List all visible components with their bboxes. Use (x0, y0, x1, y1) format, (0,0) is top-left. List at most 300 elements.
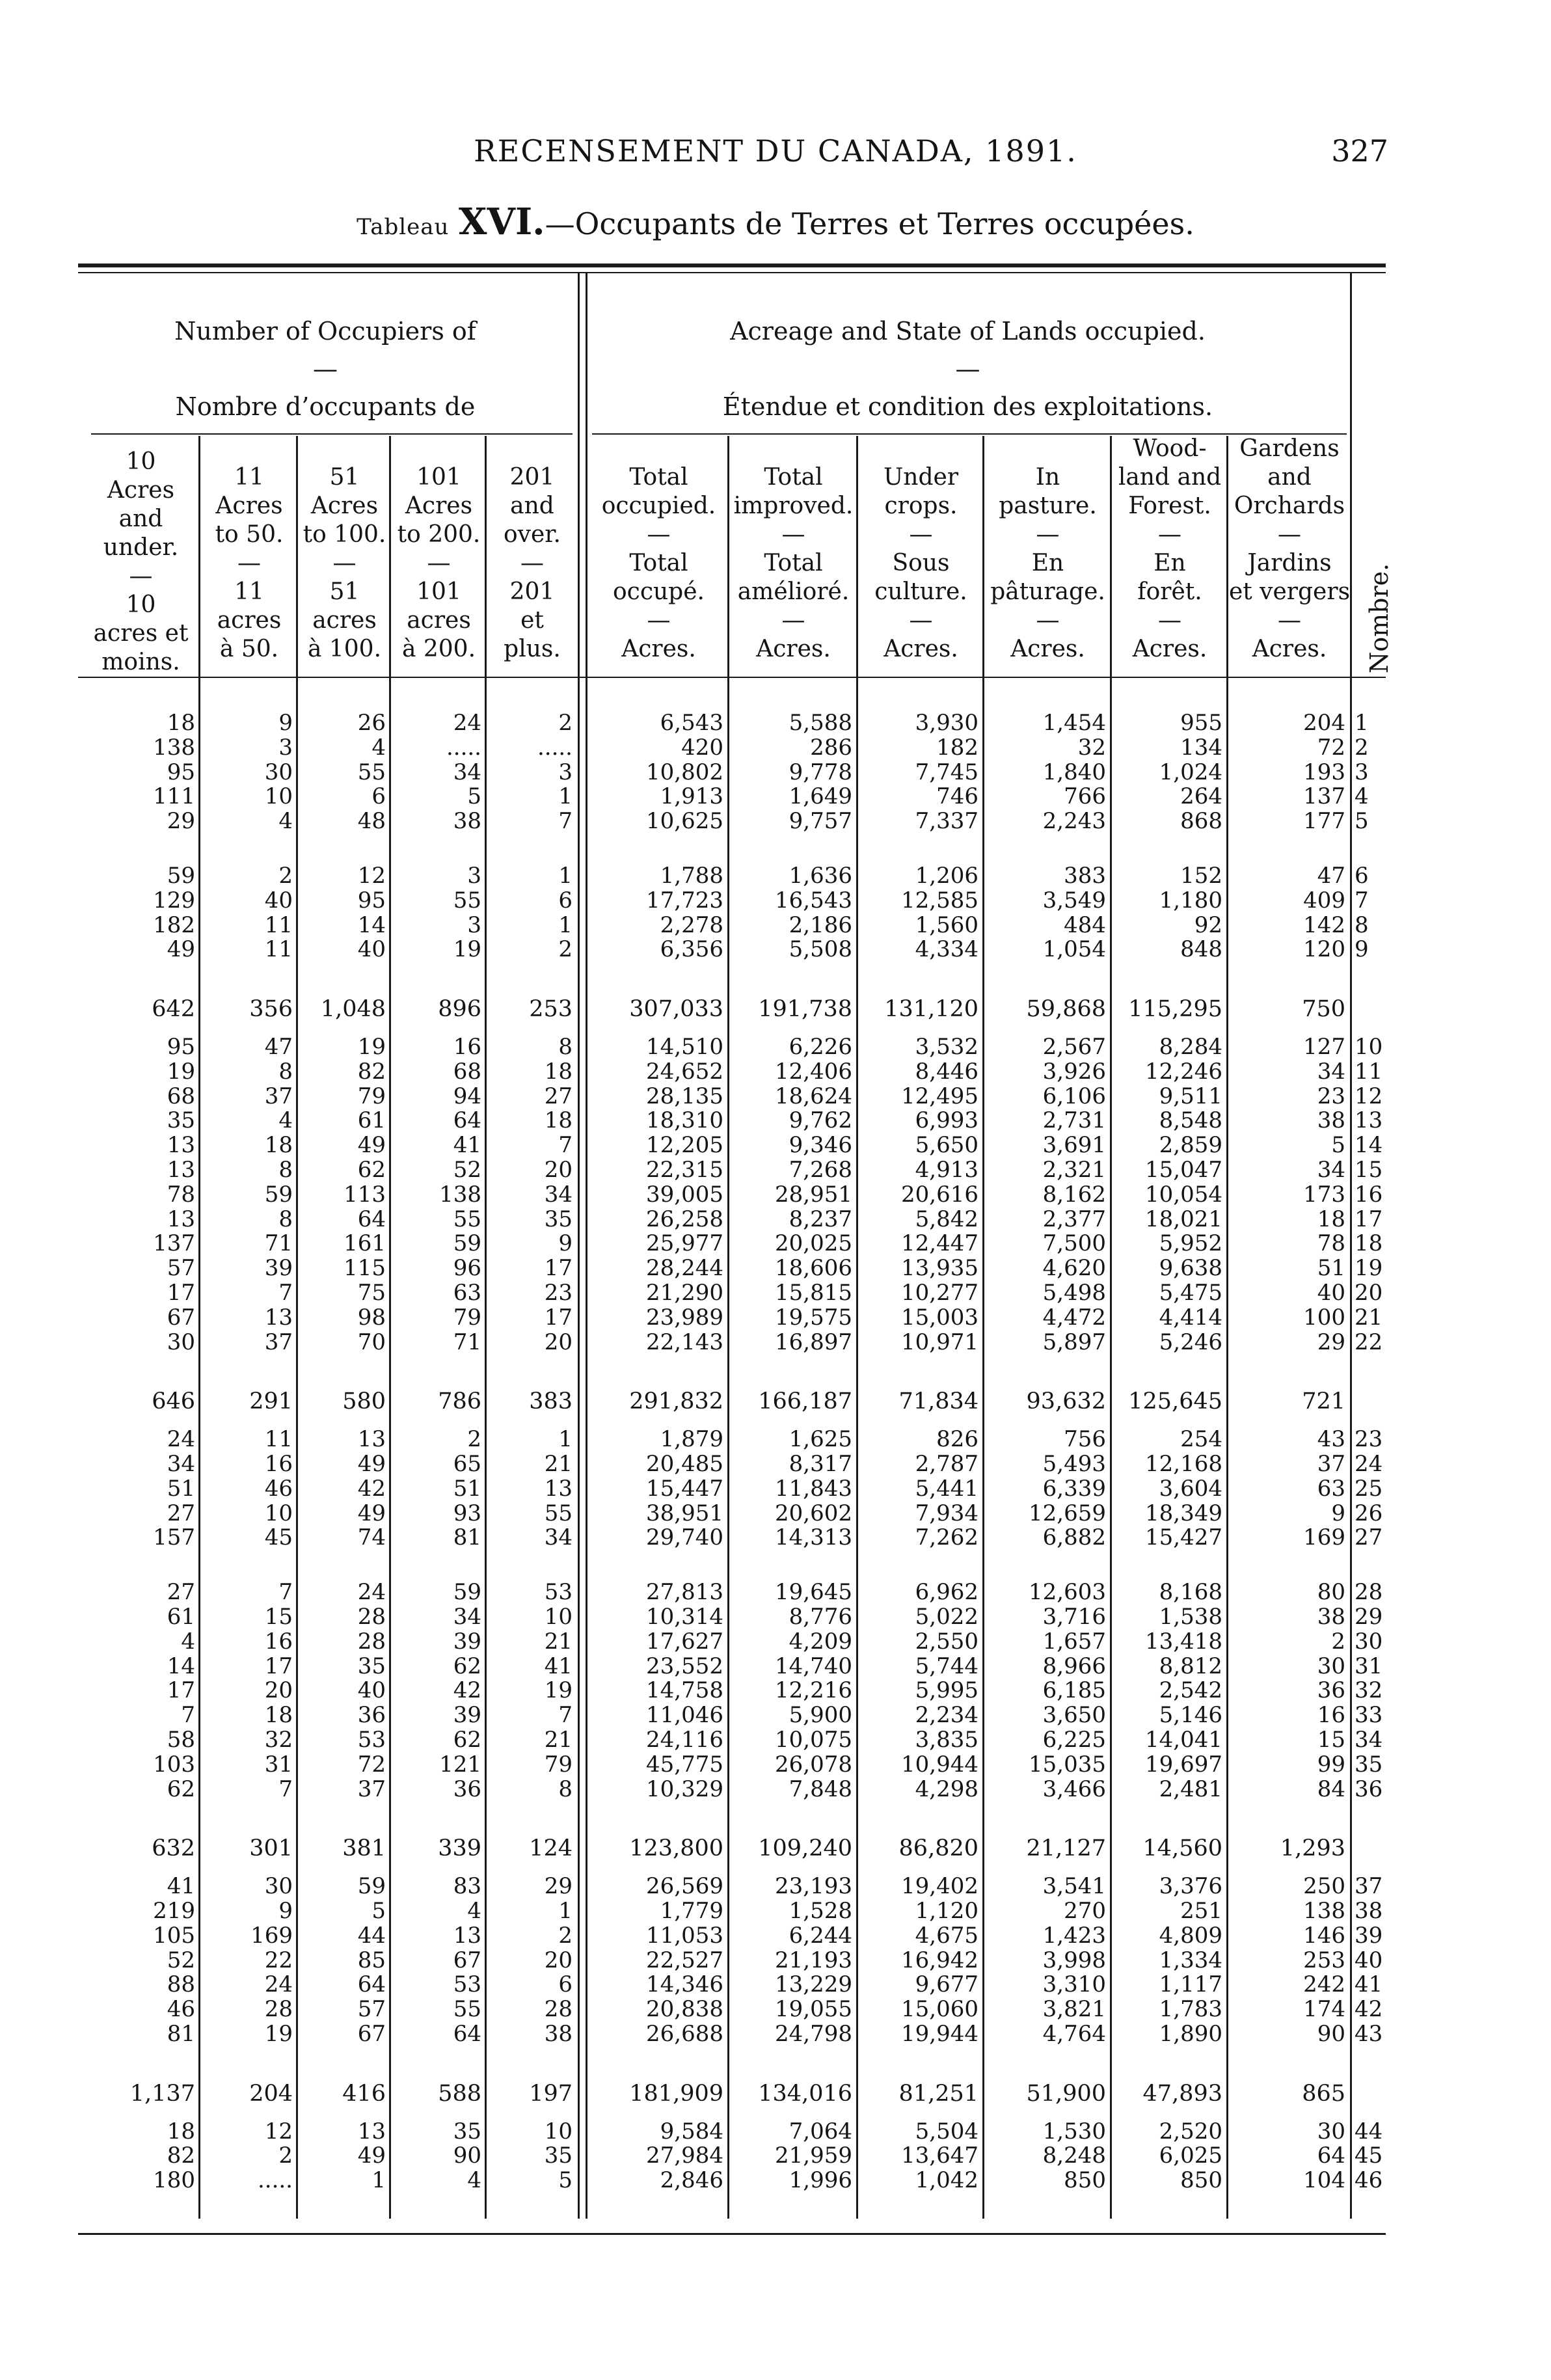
table-cell: 13 (453, 1922, 481, 1949)
table-cell: 4,414 (1159, 1304, 1222, 1331)
table-cell: 21 (544, 1451, 573, 1477)
table-cell: 9 (278, 1898, 293, 1924)
table-cell: 22,527 (646, 1947, 723, 1973)
table-cell: 12,585 (901, 887, 978, 913)
table-cell: 2,787 (915, 1451, 978, 1477)
table-cell: 79 (544, 1751, 573, 1778)
column-header-line: to 200. (397, 521, 481, 548)
group-acreage-dash: — (955, 355, 980, 383)
table-cell: 7,500 (1042, 1230, 1106, 1257)
table-cell: 29 (1317, 1329, 1345, 1355)
total-cell: 1,293 (1280, 1835, 1345, 1862)
total-cell: 721 (1302, 1388, 1345, 1415)
table-cell: 4 (467, 1898, 481, 1924)
table-cell: 15,815 (775, 1280, 852, 1306)
table-cell: 18,624 (775, 1083, 852, 1109)
table-cell: 3,541 (1042, 1873, 1106, 1900)
table-cell: 7,064 (789, 2118, 852, 2144)
table-cell: 57 (167, 1255, 195, 1282)
column-header-line: Acres. (621, 636, 696, 662)
row-number: 32 (1355, 1677, 1383, 1704)
table-cell: 1,423 (1042, 1922, 1106, 1949)
column-header-line: culture. (874, 578, 967, 605)
table-cell: 34 (453, 759, 481, 785)
total-cell: 1,137 (129, 2080, 195, 2107)
column-header-line: — (781, 521, 805, 548)
table-cell: 85 (357, 1947, 386, 1973)
table-cell: 18 (167, 2118, 195, 2144)
table-cell: 7 (278, 1776, 293, 1802)
table-cell: 19,645 (775, 1579, 852, 1606)
column-header-line: — (1278, 607, 1301, 634)
total-cell: 86,820 (898, 1835, 978, 1862)
table-cell: 67 (357, 2021, 386, 2047)
table-cell: 3,998 (1042, 1947, 1106, 1973)
column-header-line: — (1278, 521, 1301, 548)
table-cell: 113 (344, 1181, 386, 1208)
table-cell: 8 (278, 1206, 293, 1232)
table-cell: 9,346 (789, 1132, 852, 1159)
column-header-line: En (1153, 550, 1186, 576)
column-header-line: Acres (107, 477, 175, 504)
column-header-line: acres (217, 607, 282, 634)
table-cell: 3,466 (1042, 1776, 1106, 1802)
table-cell: 95 (167, 759, 195, 785)
table-cell: 93 (453, 1500, 481, 1526)
table-cell: 264 (1180, 783, 1222, 810)
table-cell: 28 (357, 1628, 386, 1655)
table-cell: 24 (453, 710, 481, 736)
table-cell: 49 (357, 1451, 386, 1477)
table-cell: 21 (544, 1628, 573, 1655)
row-number: 3 (1355, 759, 1369, 785)
row-number: 10 (1355, 1034, 1383, 1060)
table-cell: 746 (936, 783, 978, 810)
column-header-line: Forest. (1128, 493, 1211, 519)
total-cell: 339 (438, 1835, 481, 1862)
table-cell: 5,441 (915, 1475, 978, 1502)
table-cell: 8,446 (915, 1058, 978, 1085)
total-cell: 253 (529, 996, 573, 1023)
table-cell: 7 (558, 1702, 573, 1729)
row-number: 41 (1355, 1971, 1383, 1998)
table-cell: 1,560 (915, 912, 978, 938)
table-cell: 45 (264, 1524, 293, 1551)
table-cell: 1,879 (660, 1426, 723, 1453)
row-number: 4 (1355, 783, 1369, 810)
table-cell: 46 (264, 1475, 293, 1502)
table-cell: 1,206 (915, 863, 978, 889)
row-number: 36 (1355, 1776, 1383, 1802)
table-cell: 23 (1317, 1083, 1345, 1109)
table-cell: 23 (544, 1280, 573, 1306)
table-cell: 2,377 (1042, 1206, 1106, 1232)
table-cell: 1,454 (1042, 710, 1106, 736)
table-cell: 4 (181, 1628, 195, 1655)
total-cell: 896 (438, 996, 481, 1023)
total-cell: 1,048 (320, 996, 386, 1023)
row-number: 18 (1355, 1230, 1383, 1257)
table-cell: 7,337 (915, 808, 978, 835)
table-cell: 1,024 (1159, 759, 1222, 785)
table-cell: 64 (453, 2021, 481, 2047)
table-cell: 6,993 (915, 1107, 978, 1134)
table-cell: 1,788 (660, 863, 723, 889)
table-cell: 35 (544, 1206, 573, 1232)
table-cell: 40 (1317, 1280, 1345, 1306)
table-cell: 15 (1317, 1727, 1345, 1753)
table-cell: 420 (681, 734, 723, 761)
table-cell: 2,550 (915, 1628, 978, 1655)
row-number: 20 (1355, 1280, 1383, 1306)
table-cell: 40 (357, 936, 386, 963)
table-cell: 94 (453, 1083, 481, 1109)
table-cell: 182 (153, 912, 195, 938)
column-header-line: forêt. (1137, 578, 1202, 605)
row-number: 12 (1355, 1083, 1383, 1109)
table-cell: 1,913 (660, 783, 723, 810)
table-cell: 57 (357, 1996, 386, 2023)
table-cell: 81 (453, 1524, 481, 1551)
group-occupiers-en: Number of Occupiers of (174, 317, 476, 345)
table-cell: 14,313 (775, 1524, 852, 1551)
table-cell: 62 (167, 1776, 195, 1802)
table-cell: 15,447 (646, 1475, 723, 1502)
table-cell: 84 (1317, 1776, 1345, 1802)
row-number: 2 (1355, 734, 1369, 761)
table-cell: 174 (1303, 1996, 1345, 2023)
column-header-line: Total (629, 464, 688, 491)
table-cell: 20,616 (901, 1181, 978, 1208)
table-cell: 8,548 (1159, 1107, 1222, 1134)
table-cell: 49 (357, 1500, 386, 1526)
row-number: 11 (1355, 1058, 1383, 1085)
total-cell: 59,868 (1026, 996, 1106, 1023)
row-number: 38 (1355, 1898, 1383, 1924)
table-cell: 5,493 (1042, 1451, 1106, 1477)
table-cell: 27 (167, 1500, 195, 1526)
table-cell: 30 (264, 1873, 293, 1900)
row-number: 24 (1355, 1451, 1383, 1477)
table-cell: 10,075 (775, 1727, 852, 1753)
table-cell: 11,046 (646, 1702, 723, 1729)
table-cell: 34 (1317, 1058, 1345, 1085)
table-cell: 19 (453, 936, 481, 963)
table-cell: 15,003 (901, 1304, 978, 1331)
row-number: 23 (1355, 1426, 1383, 1453)
table-cell: 18 (544, 1107, 573, 1134)
column-header-line: à 50. (219, 636, 279, 662)
table-cell: 20 (264, 1677, 293, 1704)
row-number: 28 (1355, 1579, 1383, 1606)
table-cell: 2,731 (1042, 1107, 1106, 1134)
table-cell: 16,942 (901, 1947, 978, 1973)
table-cell: 137 (153, 1230, 195, 1257)
total-cell: 632 (152, 1835, 195, 1862)
table-cell: 5 (1331, 1132, 1345, 1159)
column-header-line: over. (503, 521, 561, 548)
total-cell: 47,893 (1142, 2080, 1222, 2107)
total-cell: 81,251 (898, 2080, 978, 2107)
table-cell: 13 (357, 1426, 386, 1453)
column-header-line: Under (883, 464, 959, 491)
column-header-line: In (1035, 464, 1060, 491)
table-cell: 59 (453, 1230, 481, 1257)
total-cell: 14,560 (1142, 1835, 1222, 1862)
table-cell: 1 (371, 2167, 386, 2194)
column-header-line: — (237, 550, 261, 576)
column-header-line: et (520, 607, 544, 634)
table-cell: 2,567 (1042, 1034, 1106, 1060)
table-cell: 9 (558, 1230, 573, 1257)
table-cell: 5,952 (1159, 1230, 1222, 1257)
total-cell: 166,187 (758, 1388, 852, 1415)
column-header-line: and (1267, 464, 1312, 491)
table-cell: 95 (167, 1034, 195, 1060)
table-cell: 10,625 (646, 808, 723, 835)
table-cell: 63 (1317, 1475, 1345, 1502)
table-cell: 5,475 (1159, 1280, 1222, 1306)
column-header-line: et vergers (1228, 578, 1351, 605)
row-number: 16 (1355, 1181, 1383, 1208)
table-cell: 20,838 (646, 1996, 723, 2023)
table-cell: 2 (278, 2143, 293, 2169)
table-cell: 484 (1064, 912, 1106, 938)
table-cell: 12,246 (1145, 1058, 1222, 1085)
table-cell: 52 (453, 1157, 481, 1183)
table-cell: 12,495 (901, 1083, 978, 1109)
row-number: 7 (1355, 887, 1369, 913)
column-header-line: Wood- (1133, 435, 1207, 462)
column-header-line: under. (103, 534, 179, 561)
table-cell: 18,310 (646, 1107, 723, 1134)
table-cell: 9,757 (789, 808, 852, 835)
column-header-line: land and (1118, 464, 1222, 491)
table-cell: 65 (453, 1451, 481, 1477)
table-cell: 21,193 (775, 1947, 852, 1973)
table-cell: 21 (544, 1727, 573, 1753)
column-header-line: Jardins (1247, 550, 1332, 576)
table-cell: 5 (371, 1898, 386, 1924)
table-cell: 2,520 (1159, 2118, 1222, 2144)
table-cell: 12 (264, 2118, 293, 2144)
row-number: 37 (1355, 1873, 1383, 1900)
table-cell: 5,897 (1042, 1329, 1106, 1355)
column-header-line: Sous (892, 550, 950, 576)
column-header-line: 101 (416, 464, 461, 491)
table-cell: 11 (264, 936, 293, 963)
column-header-line: 11 (234, 464, 264, 491)
total-cell: 642 (152, 996, 195, 1023)
table-cell: 27 (167, 1579, 195, 1606)
table-cell: 4,209 (789, 1628, 852, 1655)
row-number: 39 (1355, 1922, 1383, 1949)
table-cell: 142 (1303, 912, 1345, 938)
table-cell: 4 (278, 808, 293, 835)
table-cell: 3,926 (1042, 1058, 1106, 1085)
total-cell: 786 (438, 1388, 481, 1415)
table-cell: 1,117 (1159, 1971, 1222, 1998)
total-cell: 291,832 (629, 1388, 723, 1415)
table-cell: 41 (453, 1132, 481, 1159)
table-cell: 1,042 (915, 2167, 978, 2194)
table-cell: 3 (278, 734, 293, 761)
table-cell: 8 (278, 1157, 293, 1183)
column-header-line: amélioré. (737, 578, 850, 605)
table-cell: 59 (264, 1181, 293, 1208)
column-header-line: Total (764, 464, 823, 491)
table-cell: 2,278 (660, 912, 723, 938)
table-cell: 10,054 (1145, 1181, 1222, 1208)
table-cell: 64 (357, 1971, 386, 1998)
table-cell: 6 (371, 783, 386, 810)
table-cell: 10,971 (901, 1329, 978, 1355)
table-cell: 3,376 (1159, 1873, 1222, 1900)
table-cell: 100 (1303, 1304, 1345, 1331)
table-cell: 2 (1331, 1628, 1345, 1655)
table-cell: 29 (167, 808, 195, 835)
table-cell: 10 (264, 1500, 293, 1526)
table-cell: 62 (357, 1157, 386, 1183)
table-cell: 39,005 (646, 1181, 723, 1208)
row-number: 34 (1355, 1727, 1383, 1753)
table-cell: 64 (1317, 2143, 1345, 2169)
total-cell: 301 (249, 1835, 293, 1862)
table-cell: 219 (153, 1898, 195, 1924)
table-cell: 14,758 (646, 1677, 723, 1704)
table-cell: 14 (167, 1653, 195, 1679)
table-cell: 111 (153, 783, 195, 810)
table-cell: 4,675 (915, 1922, 978, 1949)
table-cell: 18 (264, 1702, 293, 1729)
table-cell: 7,745 (915, 759, 978, 785)
row-number: 45 (1355, 2143, 1383, 2169)
table-cell: 9,778 (789, 759, 852, 785)
row-number: 43 (1355, 2021, 1383, 2047)
table-cell: 4,472 (1042, 1304, 1106, 1331)
table-cell: 30 (264, 759, 293, 785)
table-cell: 20 (544, 1947, 573, 1973)
table-cell: 850 (1180, 2167, 1222, 2194)
column-header-line: Acres. (1010, 636, 1085, 662)
row-number: 30 (1355, 1628, 1383, 1655)
table-cell: 71 (264, 1230, 293, 1257)
total-cell: 197 (529, 2080, 573, 2107)
column-header-line: plus. (504, 636, 561, 662)
total-cell: 580 (342, 1388, 386, 1415)
table-cell: 30 (167, 1329, 195, 1355)
column-header-line: — (781, 607, 805, 634)
table-cell: 1 (558, 1898, 573, 1924)
table-cell: 6,339 (1042, 1475, 1106, 1502)
table-cell: 9,584 (660, 2118, 723, 2144)
table-cell: 12,603 (1029, 1579, 1106, 1606)
table-cell: 29,740 (646, 1524, 723, 1551)
table-cell: 38,951 (646, 1500, 723, 1526)
page-number: 327 (1331, 133, 1388, 169)
table-cell: 161 (344, 1230, 386, 1257)
table-cell: 5 (558, 2167, 573, 2194)
table-cell: 103 (153, 1751, 195, 1778)
table-cell: 98 (357, 1304, 386, 1331)
table-cell: 5,995 (915, 1677, 978, 1704)
table-cell: 24,116 (646, 1727, 723, 1753)
table-cell: 19,575 (775, 1304, 852, 1331)
table-cell: 35 (544, 2143, 573, 2169)
table-cell: 1,120 (915, 1898, 978, 1924)
table-cell: 104 (1303, 2167, 1345, 2194)
table-cell: 6,025 (1159, 2143, 1222, 2169)
table-cell: 16 (1317, 1702, 1345, 1729)
table-cell: 5,744 (915, 1653, 978, 1679)
table-cell: 9,677 (915, 1971, 978, 1998)
table-cell: 24 (167, 1426, 195, 1453)
table-cell: 49 (167, 936, 195, 963)
table-cell: 180 (153, 2167, 195, 2194)
table-cell: 11,053 (646, 1922, 723, 1949)
total-cell: 381 (342, 1835, 386, 1862)
table-cell: 22,315 (646, 1157, 723, 1183)
total-cell: 134,016 (758, 2080, 852, 2107)
table-cell: 37 (357, 1776, 386, 1802)
total-cell: 71,834 (898, 1388, 978, 1415)
table-cell: 62 (453, 1653, 481, 1679)
column-header-line: En (1031, 550, 1064, 576)
column-header-line: Acres (310, 493, 379, 519)
table-cell: 21,290 (646, 1280, 723, 1306)
table-cell: 67 (453, 1947, 481, 1973)
table-cell: 19,055 (775, 1996, 852, 2023)
table-cell: 13 (167, 1206, 195, 1232)
table-cell: 242 (1303, 1971, 1345, 1998)
table-cell: 3,532 (915, 1034, 978, 1060)
table-cell: 4,809 (1159, 1922, 1222, 1949)
table-cell: 5,650 (915, 1132, 978, 1159)
table-cell: 12,659 (1029, 1500, 1106, 1526)
table-cell: 39 (453, 1628, 481, 1655)
row-number: 40 (1355, 1947, 1383, 1973)
table-cell: 3,821 (1042, 1996, 1106, 2023)
table-cell: 4 (467, 2167, 481, 2194)
table-cell: 20,485 (646, 1451, 723, 1477)
table-cell: 24,652 (646, 1058, 723, 1085)
table-cell: 138 (1303, 1898, 1345, 1924)
table-cell: 5,504 (915, 2118, 978, 2144)
table-cell: 90 (453, 2143, 481, 2169)
table-cell: 52 (167, 1947, 195, 1973)
table-cell: 68 (453, 1058, 481, 1085)
table-cell: 254 (1180, 1426, 1222, 1453)
table-cell: 13 (167, 1132, 195, 1159)
table-cell: 13,418 (1145, 1628, 1222, 1655)
table-label: Tableau (357, 214, 450, 240)
table-cell: 79 (453, 1304, 481, 1331)
table-cell: 4,334 (915, 936, 978, 963)
column-header-line: 51 (329, 464, 360, 491)
table-cell: ..... (537, 734, 573, 761)
total-cell: 383 (529, 1388, 573, 1415)
table-cell: 92 (1194, 912, 1222, 938)
table-cell: 82 (167, 2143, 195, 2169)
table-cell: 39 (264, 1255, 293, 1282)
table-cell: 28 (264, 1996, 293, 2023)
group-occupiers-fr: Nombre d’occupants de (175, 392, 476, 421)
table-cell: 1 (558, 1426, 573, 1453)
table-cell: 955 (1180, 710, 1222, 736)
table-cell: 41 (167, 1873, 195, 1900)
table-cell: 1,528 (789, 1898, 852, 1924)
table-cell: 20 (544, 1157, 573, 1183)
